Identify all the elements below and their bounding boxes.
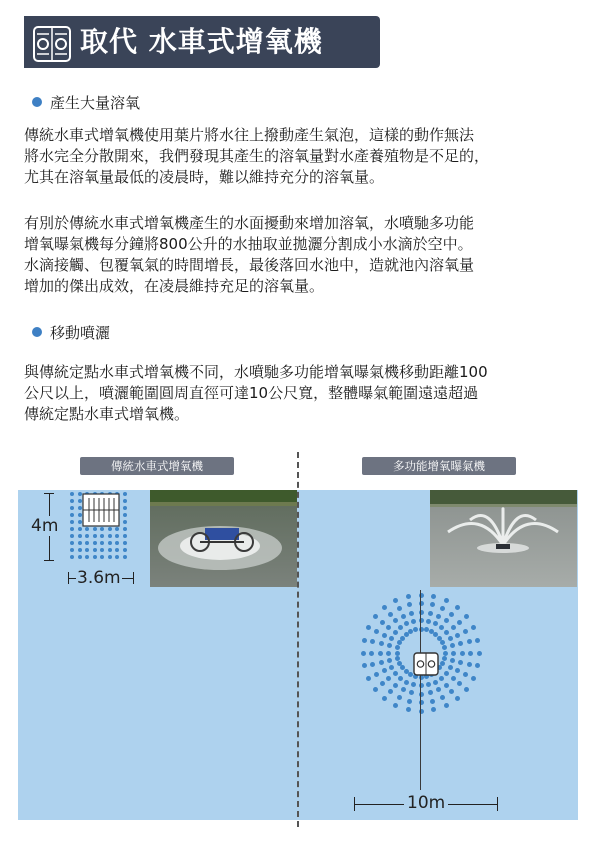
spray-dot [401, 687, 406, 692]
spray-dot [395, 645, 400, 650]
spray-dot [444, 703, 449, 708]
spray-dot [455, 633, 460, 638]
spray-dot [123, 527, 127, 531]
spray-dot [471, 625, 476, 630]
spray-dot [386, 676, 391, 681]
text-line: 增氧曝氣機每分鐘將800公升的水抽取並拋灑分割成小水滴於空中。 [24, 235, 473, 253]
spray-dot [70, 534, 74, 538]
spray-dot [380, 681, 385, 686]
spray-dot [393, 671, 398, 676]
spray-dot [100, 534, 104, 538]
spray-dot [433, 680, 438, 685]
spray-dot [382, 696, 387, 701]
spray-dot [404, 680, 409, 685]
spray-dot [409, 690, 414, 695]
spray-dot [413, 627, 418, 632]
spray-dot [108, 555, 112, 559]
spray-dot [430, 602, 435, 607]
spray-dot [444, 618, 449, 623]
text-line: 公尺以上，噴灑範圍圓周直徑可達10公尺寬，整體曝氣範圍遠遠超過 [24, 384, 479, 402]
spray-dot [463, 629, 468, 634]
text-line: 將水完全分散開來，我們發現其產生的溶氧量對水產養殖物是不足的， [24, 147, 490, 165]
spray-dot [431, 594, 436, 599]
spray-dot [70, 555, 74, 559]
spray-dot [439, 625, 444, 630]
text-line: 水滴接觸、包覆氧氣的時間增長，最後落回水池中，造就池內溶氧量 [24, 256, 475, 274]
spray-dot [440, 606, 445, 611]
spray-dot [436, 614, 441, 619]
spray-dot [398, 676, 403, 681]
spray-dot [85, 548, 89, 552]
spray-dot [100, 527, 104, 531]
spray-dot [471, 676, 476, 681]
spray-dot [407, 602, 412, 607]
spray-dot [382, 633, 387, 638]
spray-dot [449, 689, 454, 694]
paddlewheel-photo-icon [150, 490, 297, 587]
spray-dot [464, 687, 469, 692]
spray-dot [85, 555, 89, 559]
divider-line [297, 452, 299, 827]
left-label-tag: 傳統水車式增氧機 [80, 457, 234, 475]
spray-dot [85, 534, 89, 538]
spray-dot [370, 639, 375, 644]
spray-dot [475, 638, 480, 643]
text-line: 與傳統定點水車式增氧機不同，水噴馳多功能增氧曝氣機移動距離100 [24, 363, 488, 381]
spray-dot [78, 555, 82, 559]
paddlewheel-unit-icon [82, 493, 120, 527]
spray-dot [108, 541, 112, 545]
bullet-icon [32, 327, 42, 337]
fountain-unit-icon [413, 652, 439, 676]
paragraph [24, 362, 584, 425]
spray-dot [108, 548, 112, 552]
spray-dot [379, 660, 384, 665]
spray-dot [70, 513, 74, 517]
spray-dot [93, 534, 97, 538]
spray-dot [379, 641, 384, 646]
spray-dot [387, 658, 392, 663]
spray-dot [382, 668, 387, 673]
spray-dot [123, 513, 127, 517]
spray-dot [362, 663, 367, 668]
spray-dot [386, 651, 391, 656]
spray-dot [397, 640, 402, 645]
spray-dot [428, 690, 433, 695]
fountain-aerator-photo-icon [430, 490, 577, 587]
height-dimension-label: 4m [31, 516, 59, 536]
spray-dot [115, 548, 119, 552]
spray-dot [388, 612, 393, 617]
spray-dot [78, 541, 82, 545]
spray-dot [444, 598, 449, 603]
spray-dot [404, 621, 409, 626]
spray-dot [100, 555, 104, 559]
spray-dot [366, 625, 371, 630]
spray-dot [463, 672, 468, 677]
right-label-tag: 多功能增氧曝氣機 [362, 457, 516, 475]
spray-dot [93, 527, 97, 531]
spray-dot [100, 541, 104, 545]
spray-dot [78, 527, 82, 531]
aerator-unit-icon [32, 24, 72, 64]
spray-dot [464, 614, 469, 619]
spray-dot [70, 499, 74, 503]
text-line: 增加的傑出成效，在凌晨維持充足的溶氧量。 [24, 277, 325, 295]
spray-dot [448, 665, 453, 670]
spray-dot [455, 696, 460, 701]
spray-dot [70, 520, 74, 524]
spray-dot [397, 695, 402, 700]
spray-dot [387, 643, 392, 648]
spray-dot [85, 541, 89, 545]
spray-dot [78, 520, 82, 524]
diameter-dimension-label: 10m [404, 793, 448, 813]
spray-dot [123, 548, 127, 552]
spray-dot [374, 629, 379, 634]
spray-dot [458, 660, 463, 665]
spray-dot [78, 499, 82, 503]
bullet-icon [32, 97, 42, 107]
spray-dot [366, 676, 371, 681]
spray-dot [369, 651, 374, 656]
spray-dot [451, 676, 456, 681]
spray-dot [378, 651, 383, 656]
spray-dot [433, 621, 438, 626]
spray-dot [115, 541, 119, 545]
fountain-center-line [420, 590, 421, 790]
paragraph [24, 125, 584, 188]
spray-dot [70, 527, 74, 531]
spray-dot [123, 534, 127, 538]
spray-dot [451, 651, 456, 656]
spray-dot [93, 555, 97, 559]
spray-dot [115, 534, 119, 538]
spray-dot [123, 499, 127, 503]
spray-dot [406, 594, 411, 599]
spray-dot [93, 548, 97, 552]
spray-dot [115, 555, 119, 559]
spray-dot [439, 676, 444, 681]
text-line: 有別於傳統水車式增氧機產生的水面擾動來增加溶氧，水噴馳多功能 [24, 214, 475, 232]
paragraph [24, 213, 584, 297]
spray-dot [430, 699, 435, 704]
spray-dot [455, 668, 460, 673]
spray-dot [444, 671, 449, 676]
spray-dot [458, 641, 463, 646]
spray-dot [398, 625, 403, 630]
spray-dot [411, 682, 416, 687]
spray-dot [373, 614, 378, 619]
spray-dot [460, 651, 465, 656]
spray-dot [395, 656, 400, 661]
spray-dot [380, 620, 385, 625]
spray-dot [123, 506, 127, 510]
spray-dot [70, 541, 74, 545]
spray-dot [115, 527, 119, 531]
spray-dot [444, 630, 449, 635]
spray-dot [397, 661, 402, 666]
spray-dot [393, 598, 398, 603]
spray-dot [374, 672, 379, 677]
text-line: 傳統水車式增氧機使用葉片將水往上撥動產生氣泡，這樣的動作無法 [24, 126, 475, 144]
spray-dot [70, 506, 74, 510]
spray-dot [361, 651, 366, 656]
spray-dot [389, 665, 394, 670]
spray-dot [108, 534, 112, 538]
spray-dot [123, 555, 127, 559]
spray-dot [78, 548, 82, 552]
spray-dot [440, 695, 445, 700]
spray-dot [393, 703, 398, 708]
spray-dot [404, 669, 409, 674]
spray-dot [426, 682, 431, 687]
spray-dot [450, 643, 455, 648]
spray-dot [444, 683, 449, 688]
spray-dot [455, 605, 460, 610]
spray-dot [448, 636, 453, 641]
spray-dot [370, 662, 375, 667]
spray-dot [397, 606, 402, 611]
text-line: 傳統定點水車式增氧機。 [24, 405, 190, 423]
spray-dot [467, 639, 472, 644]
spray-dot [70, 548, 74, 552]
spray-dot [449, 612, 454, 617]
spray-dot [100, 548, 104, 552]
spray-dot [442, 645, 447, 650]
spray-dot [450, 658, 455, 663]
spray-dot [78, 534, 82, 538]
spray-dot [123, 492, 127, 496]
spray-dot [457, 620, 462, 625]
spray-dot [451, 625, 456, 630]
spray-dot [386, 625, 391, 630]
spray-dot [388, 689, 393, 694]
text-line: 尤其在溶氧量最低的凌晨時，難以維持充分的溶氧量。 [24, 168, 385, 186]
spray-dot [468, 651, 473, 656]
spray-dot [373, 687, 378, 692]
spray-dot [362, 638, 367, 643]
spray-dot [70, 492, 74, 496]
spray-dot [389, 636, 394, 641]
section-heading: 移動噴灑 [50, 324, 111, 342]
spray-dot [406, 707, 411, 712]
section-heading: 產生大量溶氧 [50, 94, 141, 112]
width-dimension-label: 3.6m [77, 568, 121, 588]
spray-dot [428, 611, 433, 616]
spray-dot [78, 506, 82, 510]
spray-dot [443, 651, 448, 656]
spray-dot [477, 651, 482, 656]
spray-dot [85, 527, 89, 531]
spray-dot [436, 687, 441, 692]
spray-dot [401, 614, 406, 619]
spray-dot [393, 618, 398, 623]
spray-dot [395, 651, 400, 656]
spray-dot [426, 619, 431, 624]
spray-dot [393, 683, 398, 688]
spray-dot [93, 541, 97, 545]
spray-dot [407, 699, 412, 704]
spray-dot [123, 520, 127, 524]
spray-dot [411, 619, 416, 624]
page-title: 取代 水車式增氧機 [80, 25, 323, 58]
spray-dot [78, 513, 82, 517]
spray-dot [78, 492, 82, 496]
spray-dot [123, 541, 127, 545]
spray-dot [382, 605, 387, 610]
spray-dot [108, 527, 112, 531]
spray-dot [409, 611, 414, 616]
spray-dot [467, 662, 472, 667]
spray-dot [393, 630, 398, 635]
spray-dot [457, 681, 462, 686]
